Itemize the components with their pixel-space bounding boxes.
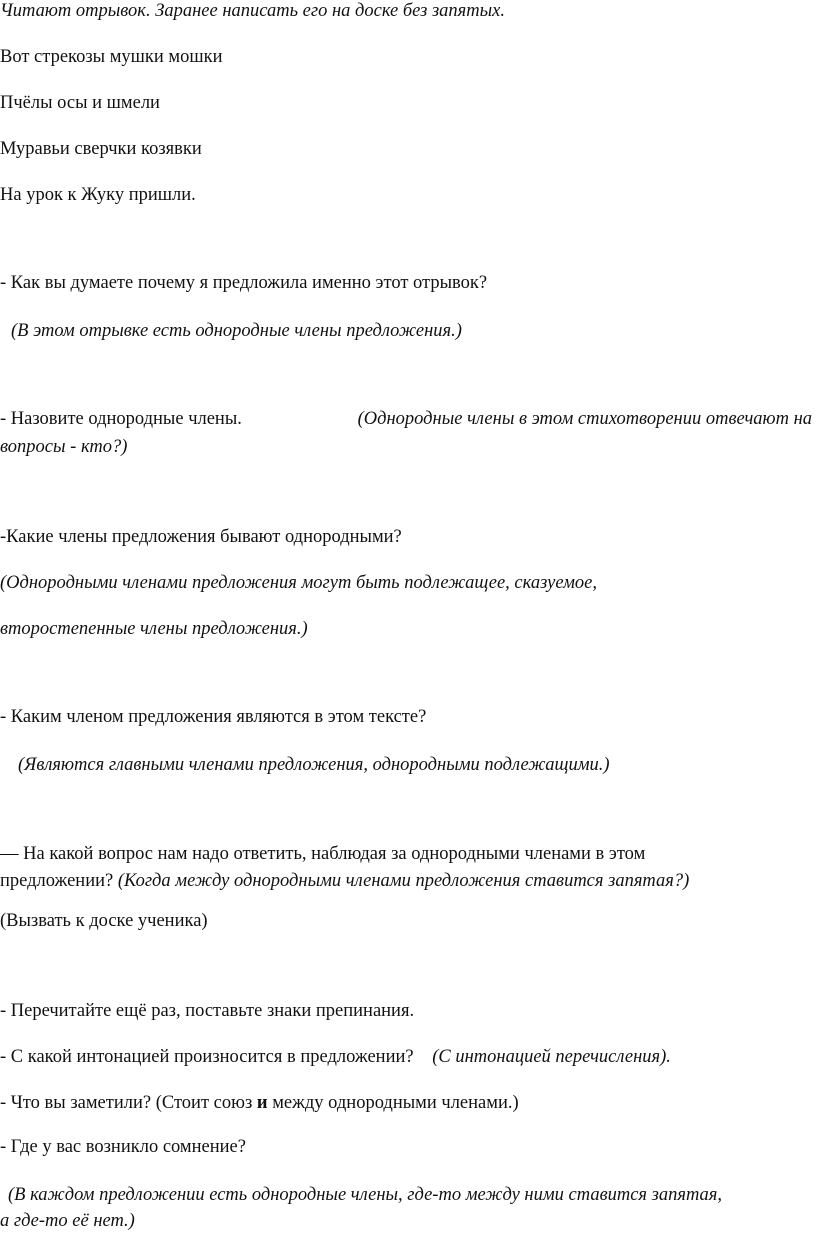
answer-4: (Являются главными членами предложения, однородными подлежащими.) — [18, 755, 610, 775]
question-7: - С какой интонацией произносится в предложении? — [0, 1047, 414, 1067]
answer-9-line-2: а где-то её нет.) — [0, 1211, 135, 1231]
question-7-row — [0, 1046, 816, 1068]
question-9: - Где у вас возникло сомнение? — [0, 1137, 246, 1157]
poem-line-1: Вот стрекозы мушки мошки — [0, 47, 223, 67]
answer-1: (В этом отрывке есть однородные члены предложения.) — [11, 321, 462, 341]
question-8 — [0, 1092, 816, 1114]
answer-9-line-1: (В каждом предложении есть однородные члены, где-то между ними ставится запятая, — [8, 1185, 723, 1205]
question-5-line-2: предложении? — [0, 871, 114, 891]
question-8-end: между однородными членами.) — [267, 1093, 519, 1113]
answer-2-line-2: вопросы - кто?) — [0, 437, 128, 457]
answer-2-line-1: (Однородные члены в этом стихотворении отвечают на — [357, 409, 812, 429]
answer-7: (С интонацией перечисления). — [432, 1047, 671, 1067]
teacher-note: (Вызвать к доске ученика) — [0, 911, 208, 931]
question-1: - Как вы думаете почему я предложила именно этот отрывок? — [0, 273, 488, 293]
answer-3-line-1: (Однородными членами предложения могут быть подлежащее, сказуемое, — [0, 573, 598, 593]
question-6: - Перечитайте ещё раз, поставьте знаки препинания. — [0, 1001, 415, 1021]
question-2-row — [0, 408, 812, 430]
poem-line-4: На урок к Жуку пришли. — [0, 185, 196, 205]
question-5-line-2-row — [0, 870, 816, 892]
poem-line-2: Пчёлы осы и шмели — [0, 93, 160, 113]
question-2: - Назовите однородные члены. — [0, 409, 242, 429]
intro-instruction: Читают отрывок. Заранее написать его на доске без запятых. — [0, 1, 506, 21]
question-8-start: - Что вы заметили? (Стоит союз — [0, 1093, 257, 1113]
poem-line-3: Муравьи сверчки козявки — [0, 139, 202, 159]
conjunction-i: и — [256, 1093, 268, 1113]
question-4: - Каким членом предложения являются в этом тексте? — [0, 707, 427, 727]
question-3: -Какие члены предложения бывают однородными? — [0, 527, 402, 547]
answer-3-line-2: второстепенные члены предложения.) — [0, 619, 308, 639]
question-5-line-1: — На какой вопрос нам надо ответить, наблюдая за однородными членами в этом — [0, 844, 646, 864]
answer-5: (Когда между однородными членами предложения ставится запятая?) — [117, 871, 690, 891]
